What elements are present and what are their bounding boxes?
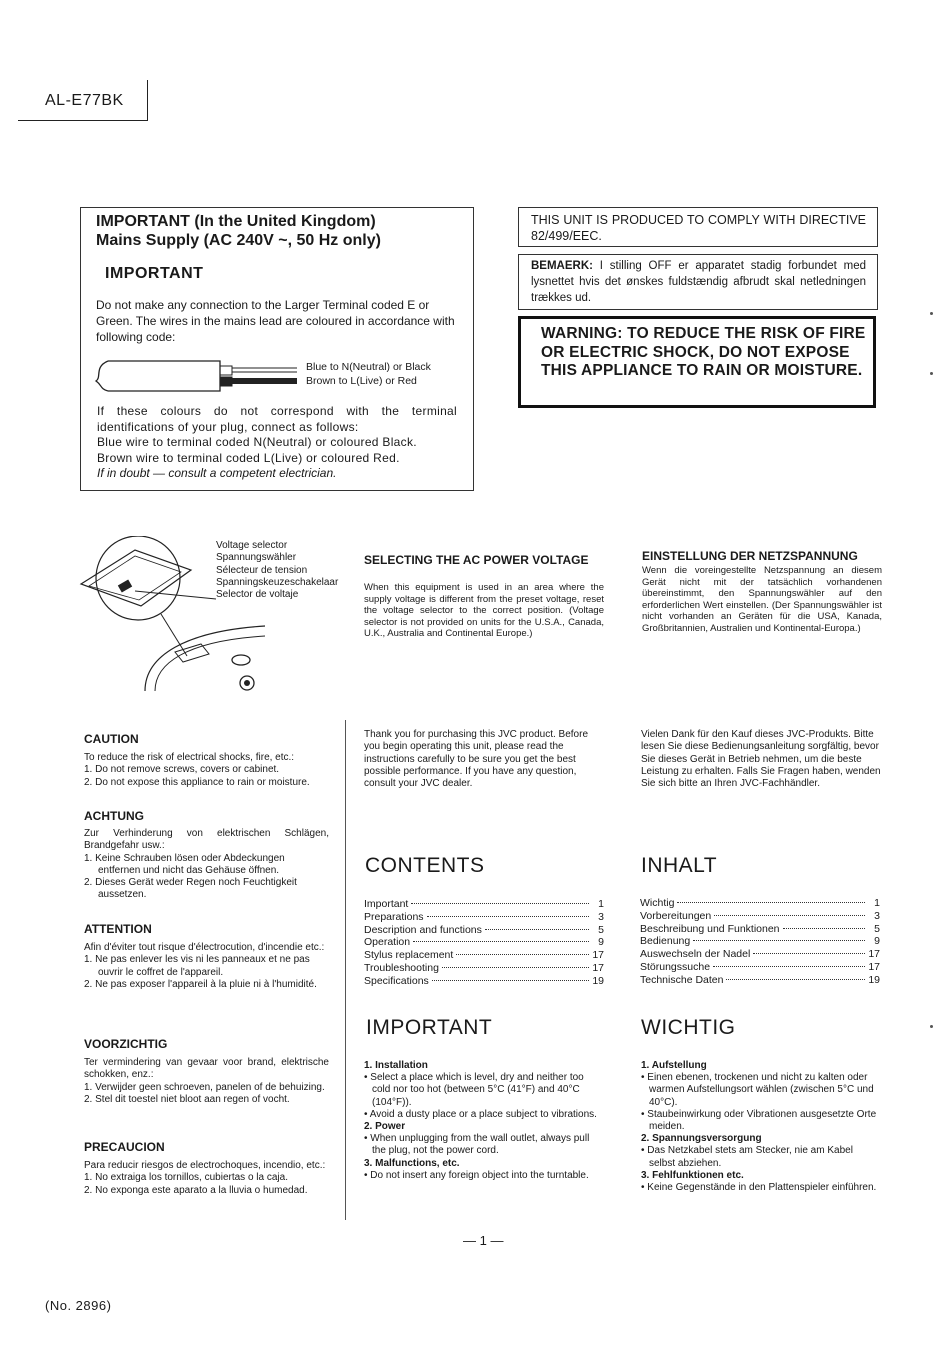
voltage-label-en: Voltage selector [216, 540, 288, 551]
inhalt-entry-label: Vorbereitungen [640, 909, 712, 922]
contents-entry-leader [432, 980, 589, 981]
inhalt-entry-leader [753, 953, 865, 954]
inhalt-entry-row [640, 897, 880, 910]
voltage-label-nl: Spanningskeuzeschakelaar [216, 576, 339, 588]
attention-item-1: 1. Ne pas enlever les vis ni les panneaux et ne pas ouvrir le coffret de l'appareil. [84, 954, 310, 978]
contents-list [364, 898, 604, 988]
uk-box-subtitle: Mains Supply (AC 240V ~, 50 Hz only) [96, 232, 381, 249]
voorzichtig-intro: Ter vermindering van gevaar voor brand, elektrische schokken, enz.: [84, 1057, 329, 1081]
contents-entry-label: Troubleshooting [364, 961, 439, 974]
contents-entry-page: 3 [598, 910, 604, 923]
inhalt-entry-row [640, 910, 880, 923]
caution-intro: To reduce the risk of electrical shocks, fire, etc.: [84, 752, 295, 763]
installation-bullet-2: • Avoid a dusty place or a place subject to vibrations. [364, 1109, 604, 1121]
uk-instructions [97, 404, 457, 482]
achtung-item-2: 2. Dieses Gerät weder Regen noch Feuchtigkeit aussetzen. [84, 877, 297, 901]
contents-heading: CONTENTS [365, 854, 485, 877]
contents-entry-row [364, 949, 604, 962]
einstellung-heading: EINSTELLUNG DER NETZSPANNUNG [642, 549, 858, 563]
inhalt-heading: INHALT [641, 854, 718, 877]
achtung-item-1: 1. Keine Schrauben lösen oder Abdeckungen entfernen und nicht das Gehäuse öffnen. [84, 852, 285, 876]
uk-paragraph: Do not make any connection to the Larger Terminal coded E or Green. The wires in the mains lead are coloured in accordance with following code: [96, 298, 455, 344]
attention-item-2: 2. Ne pas exposer l'appareil à la pluie ni à l'humidité. [84, 978, 317, 990]
precaucion-body [84, 1160, 329, 1197]
inhalt-entry-label: Beschreibung und Funktionen [640, 922, 780, 935]
bemaerk-body: I stilling OFF er apparatet stadig forbundet med lysnettet hvis det ønskes fuldstændig afbrudt skal netledningen trækkes ud. [531, 260, 866, 304]
inhalt-entry-row [640, 961, 880, 974]
caution-heading: CAUTION [84, 732, 139, 746]
achtung-heading: ACHTUNG [84, 809, 144, 823]
model-number: AL-E77BK [45, 92, 124, 109]
voorzichtig-heading: VOORZICHTIG [84, 1037, 168, 1051]
english-important-sections [364, 1060, 604, 1182]
contents-entry-label: Description and functions [364, 923, 482, 936]
contents-entry-leader [485, 929, 589, 930]
voltage-label-es: Selector de voltaje [216, 589, 299, 601]
contents-entry-leader [442, 967, 589, 968]
caution-body [84, 752, 329, 789]
inhalt-entry-label: Auswechseln der Nadel [640, 948, 751, 961]
selecting-voltage-body: When this equipment is used in an area where the supply voltage is different from the preset voltage, reset the voltage selector to the correct position. (Voltage selector is not provided on units for the U.S.A., Canada, U.K., Australia and Continental Europe.) [364, 582, 604, 640]
inhalt-entry-row [640, 923, 880, 936]
fehlfunktionen-heading: 3. Fehlfunktionen etc. [641, 1169, 744, 1181]
margin-speck [930, 312, 933, 315]
spannungsversorgung-bullet-1: • Das Netzkabel stets am Stecker, nie am Kabel selbst abziehen. [641, 1145, 881, 1169]
uk-line-3: Brown wire to terminal coded L(Live) or coloured Red. [97, 450, 400, 465]
aufstellung-bullet-2: • Staubeinwirkung oder Vibrationen ausgesetzte Orte meiden. [641, 1109, 881, 1133]
inhalt-entry-row [640, 974, 880, 987]
inhalt-entry-leader [713, 966, 865, 967]
contents-entry-page: 17 [592, 949, 604, 962]
uk-important-heading: IMPORTANT [105, 265, 204, 282]
contents-entry-row [364, 911, 604, 924]
contents-entry-label: Stylus replacement [364, 949, 454, 962]
inhalt-entry-label: Störungssuche [640, 960, 711, 973]
inhalt-entry-row [640, 935, 880, 948]
inhalt-entry-page: 1 [874, 897, 880, 909]
inhalt-entry-leader [726, 979, 865, 980]
contents-entry-leader [411, 903, 589, 904]
contents-entry-page: 9 [598, 936, 604, 949]
precaucion-item-2: 2. No exponga este aparato a la lluvia o humedad. [84, 1184, 308, 1196]
power-bullet-1: • When unplugging from the wall outlet, always pull the plug, not the power cord. [364, 1133, 604, 1157]
contents-entry-label: Preparations [364, 910, 424, 923]
voorzichtig-item-2: 2. Stel dit toestel niet bloot aan regen of vocht. [84, 1093, 290, 1105]
power-heading: 2. Power [364, 1121, 406, 1133]
german-wichtig-sections [641, 1060, 881, 1194]
contents-entry-label: Important [364, 898, 409, 910]
bemaerk-text [531, 258, 866, 306]
contents-entry-page: 5 [598, 923, 604, 936]
inhalt-entry-page: 17 [868, 948, 880, 961]
attention-intro: Afin d'éviter tout risque d'électrocution, d'incendie etc.: [84, 942, 325, 953]
achtung-body [84, 828, 329, 902]
mains-lead-illustration [92, 357, 302, 397]
column-divider [345, 720, 346, 1220]
precaucion-item-1: 1. No extraiga los tornillos, cubiertas o la caja. [84, 1172, 288, 1184]
bemaerk-label: BEMAERK: [531, 260, 593, 272]
inhalt-entry-leader [783, 928, 865, 929]
voltage-label-fr: Sélecteur de tension [216, 564, 308, 576]
header-divider [147, 80, 148, 120]
aufstellung-heading: 1. Aufstellung [641, 1060, 707, 1071]
document-number: (No. 2896) [45, 1298, 112, 1313]
voorzichtig-body [84, 1057, 329, 1106]
contents-entry-leader [456, 954, 589, 955]
inhalt-entry-label: Technische Daten [640, 973, 724, 986]
inhalt-entry-leader [693, 940, 865, 941]
inhalt-entry-page: 19 [868, 973, 880, 986]
malfunctions-heading: 3. Malfunctions, etc. [364, 1157, 460, 1169]
fehlfunktionen-bullet-1: • Keine Gegenstände in den Plattenspieler einführen. [641, 1182, 881, 1194]
wire-brown-label: Brown to L(Live) or Red [306, 375, 417, 387]
margin-speck [930, 1025, 933, 1028]
directive-text: THIS UNIT IS PRODUCED TO COMPLY WITH DIRECTIVE 82/499/EEC. [531, 213, 866, 243]
einstellung-body: Wenn die voreingestellte Netzspannung an diesem Gerät nicht mit der tatsächlich vorhandenen übereinstimmt, den Spannungswähler auf den erforderlichen Wert einstellen. (Der Spannungswähler ist nicht vorhanden an Geräten für die USA, Kanada, Großbritannien, Australien und Kontinental-Europa.) [642, 565, 882, 634]
contents-entry-page: 1 [598, 898, 604, 910]
inhalt-entry-page: 3 [874, 909, 880, 922]
attention-heading: ATTENTION [84, 922, 152, 936]
uk-line-2: Blue wire to terminal coded N(Neutral) or coloured Black. [97, 435, 417, 449]
attention-body [84, 942, 329, 991]
page-number: — 1 — [463, 1233, 504, 1248]
contents-entry-row [364, 962, 604, 975]
inhalt-entry-page: 5 [874, 922, 880, 935]
precaucion-intro: Para reducir riesgos de electrochoques, incendio, etc.: [84, 1160, 326, 1171]
voorzichtig-item-1: 1. Verwijder geen schroeven, panelen of de behuizing. [84, 1081, 325, 1093]
malfunctions-bullet-1: • Do not insert any foreign object into the turntable. [364, 1170, 604, 1182]
inhalt-list [640, 897, 880, 987]
achtung-intro: Zur Verhinderung von elektrischen Schlägen, Brandgefahr usw.: [84, 828, 329, 852]
important-heading: IMPORTANT [366, 1016, 493, 1039]
inhalt-entry-leader [714, 915, 865, 916]
uk-line-4: If in doubt — consult a competent electrician. [97, 466, 337, 480]
caution-item-1: 1. Do not remove screws, covers or cabinet. [84, 764, 280, 776]
wichtig-heading: WICHTIG [641, 1016, 736, 1039]
contents-entry-row [364, 898, 604, 911]
contents-entry-row [364, 924, 604, 937]
contents-entry-label: Operation [364, 936, 411, 949]
warning-text: WARNING: TO REDUCE THE RISK OF FIRE OR ELECTRIC SHOCK, DO NOT EXPOSE THIS APPLIANCE TO RAIN OR MOISTURE. [541, 325, 866, 379]
inhalt-entry-page: 9 [874, 935, 880, 948]
uk-box-title: IMPORTANT (In the United Kingdom) [96, 213, 376, 230]
header-rule [18, 120, 148, 121]
uk-line-1: If these colours do not correspond with the terminal identifications of your plug, connect as follows: [97, 404, 457, 434]
selecting-voltage-heading: SELECTING THE AC POWER VOLTAGE [364, 553, 589, 567]
contents-entry-page: 17 [592, 961, 604, 974]
inhalt-entry-label: Wichtig [640, 897, 675, 909]
contents-entry-row [364, 936, 604, 949]
inhalt-entry-leader [677, 902, 865, 903]
inhalt-entry-row [640, 948, 880, 961]
contents-entry-label: Specifications [364, 974, 429, 987]
spannungsversorgung-heading: 2. Spannungsversorgung [641, 1133, 762, 1145]
precaucion-heading: PRECAUCION [84, 1140, 165, 1154]
contents-entry-page: 19 [592, 974, 604, 987]
inhalt-entry-page: 17 [868, 960, 880, 973]
contents-entry-row [364, 975, 604, 988]
installation-bullet-1: • Select a place which is level, dry and neither too cold nor too hot (between 5°C (41°F) and 40°C (104°F)). [364, 1072, 604, 1109]
inhalt-entry-label: Bedienung [640, 935, 691, 948]
voltage-selector-labels [216, 540, 338, 601]
caution-item-2: 2. Do not expose this appliance to rain or moisture. [84, 776, 310, 788]
contents-entry-leader [413, 941, 589, 942]
german-thanks: Vielen Dank für den Kauf dieses JVC-Produkts. Bitte lesen Sie diese Bedienungsanleitung sorgfältig, bevor Sie dieses Gerät in Betrieb nehmen, um die beste Leistung zu erhalten. Falls Sie Fragen haben, wenden Sie sich bitte an Ihren JVC-Fachhändler. [641, 729, 881, 790]
voltage-label-de: Spannungswähler [216, 552, 297, 564]
contents-entry-leader [427, 916, 589, 917]
aufstellung-bullet-1: • Einen ebenen, trockenen und nicht zu kalten oder warmen Aufstellungsort wählen (zwischen 5°C und 40°C). [641, 1072, 881, 1109]
wire-blue-label: Blue to N(Neutral) or Black [306, 361, 431, 373]
margin-speck [930, 372, 933, 375]
english-thanks: Thank you for purchasing this JVC product. Before you begin operating this unit, please read the instructions carefully to be sure you get the best possible performance. If you have any question, consult your JVC dealer. [364, 729, 589, 790]
installation-heading: 1. Installation [364, 1060, 428, 1071]
